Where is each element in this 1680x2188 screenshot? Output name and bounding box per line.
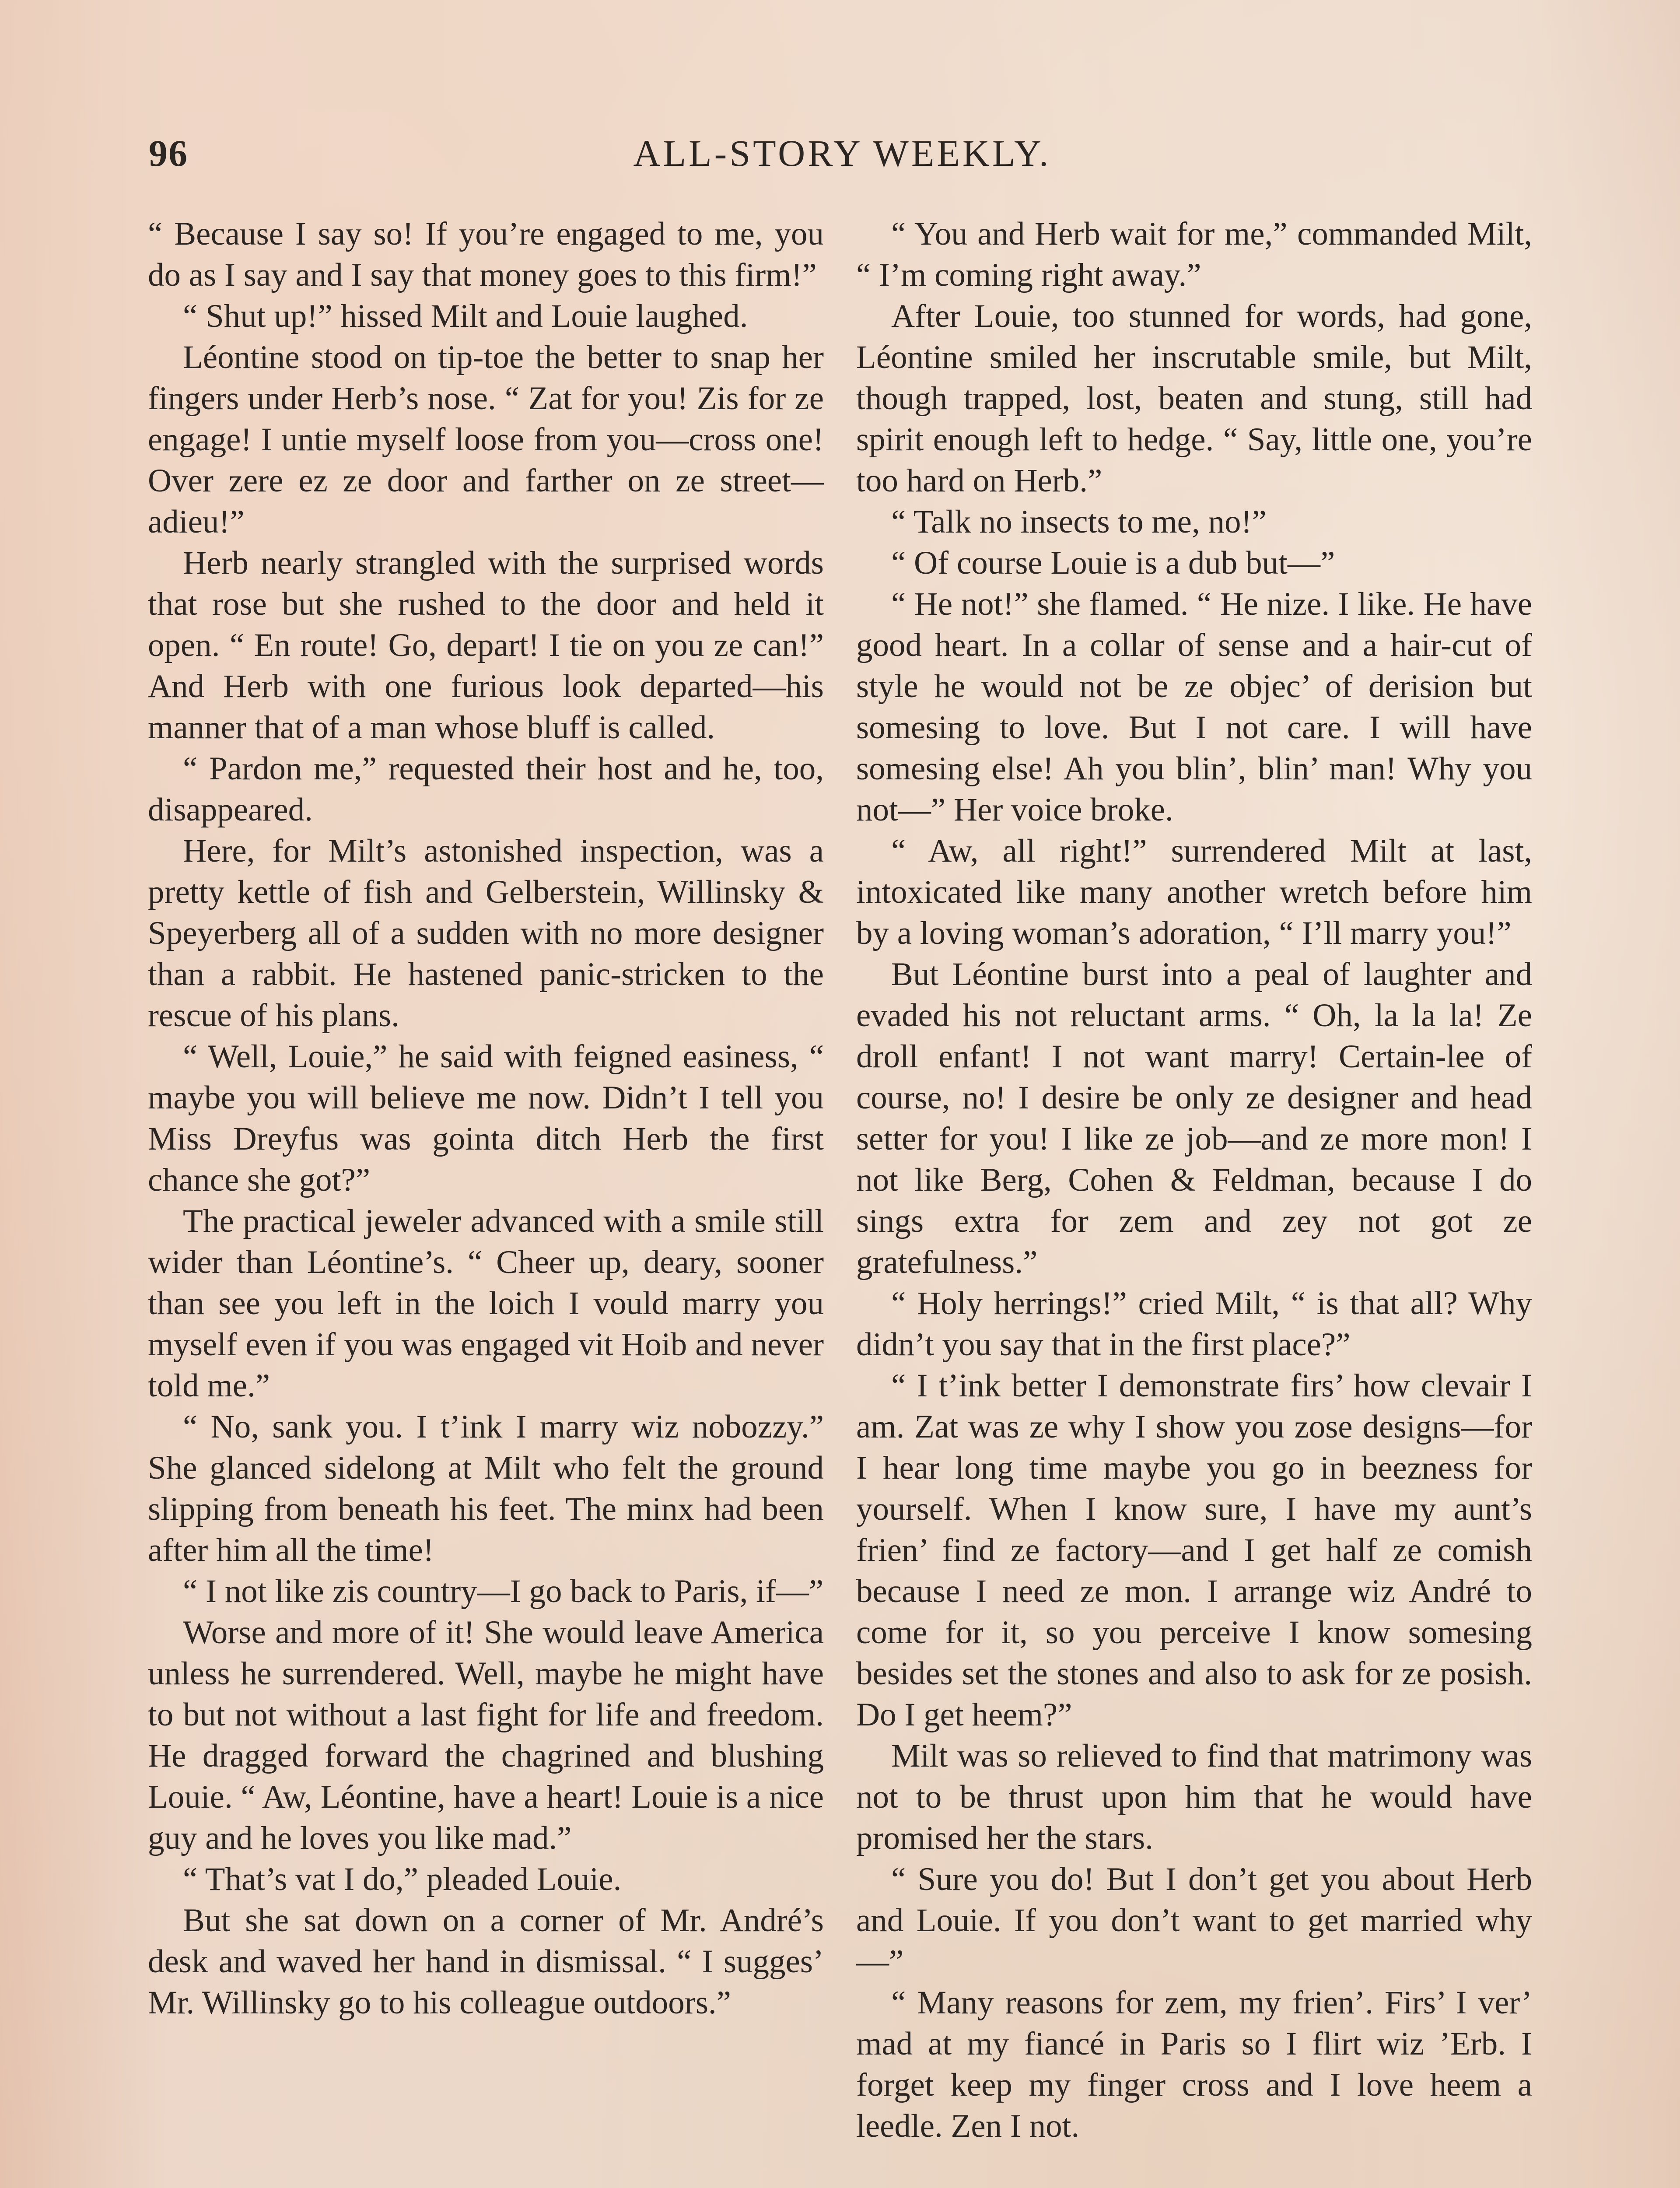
paragraph: Léontine stood on tip-toe the better to snap her fingers under Herb’s nose. “ Zat for you! Zis for ze engage! I untie myself loose from you—cross one! Over zere ez ze door and farther on ze street—adieu!” — [148, 339, 824, 540]
left-column — [148, 214, 824, 2023]
paragraph: Here, for Milt’s astonished inspection, was a pretty kettle of fish and Gelberstein, Willinsky & Speyerberg all of a sudden with no more designer than a rabbit. He hastened panic-stricken to the rescue of his plans. — [148, 833, 824, 1034]
paragraph: “ He not!” she flamed. “ He nize. I like. He have good heart. In a collar of sense and a hair-cut of style he would not be ze objec’ of derision but somesing to love. But I not care. I will have somesing else! Ah you blin’, blin’ man! Why you not—” Her voice broke. — [856, 586, 1532, 828]
paragraph: “ Because I say so! If you’re engaged to me, you do as I say and I say that money goes to this firm!” — [148, 216, 824, 293]
paragraph: But she sat down on a corner of Mr. André’s desk and waved her hand in dismissal. “ I sugges’ Mr. Willinsky go to his colleague outdoors.” — [148, 1902, 824, 2021]
paragraph: Worse and more of it! She would leave America unless he surrendered. Well, maybe he might have to but not without a last fight for life and freedom. He dragged forward the chagrined and blushing Louie. “ Aw, Léontine, have a heart! Louie is a nice guy and he loves you like mad.” — [148, 1614, 824, 1856]
paragraph: But Léontine burst into a peal of laughter and evaded his not reluctant arms. “ Oh, la la la! Ze droll enfant! I not want marry! Certain-lee of course, no! I desire be only ze designer and head setter for you! I like ze job—and ze more mon! I not like Berg, Cohen & Feldman, because I do sings extra for zem and zey not got ze gratefulness.” — [856, 956, 1532, 1280]
paragraph: “ Many reasons for zem, my frien’. Firs’ I ver’ mad at my fiancé in Paris so I flirt wiz ’Erb. I forget keep my finger cross and I love heem a leedle. Zen I not. — [856, 1985, 1532, 2144]
paragraph: “ Of course Louie is a dub but—” — [891, 545, 1335, 581]
paragraph: “ Shut up!” hissed Milt and Louie laughed. — [183, 298, 748, 334]
paragraph: “ I t’ink better I demonstrate firs’ how clevair I am. Zat was ze why I show you zose designs—for I hear long time maybe you go in beezness for yourself. When I know sure, I have my aunt’s frien’ find ze factory—and I get half ze comish because I need ze mon. I arrange wiz André to come for it, so you perceive I know somesing besides set the stones and also to ask for ze posish. Do I get heem?” — [856, 1368, 1532, 1733]
paragraph: “ Well, Louie,” he said with feigned easiness, “ maybe you will believe me now. Didn’t I tell you Miss Dreyfus was gointa ditch Herb the first chance she got?” — [148, 1038, 824, 1198]
paragraph: “ You and Herb wait for me,” commanded Milt, “ I’m coming right away.” — [856, 216, 1532, 293]
paragraph: Milt was so relieved to find that matrimony was not to be thrust upon him that he would have promised her the stars. — [856, 1738, 1532, 1856]
right-column — [856, 214, 1532, 2147]
paragraph: “ That’s vat I do,” pleaded Louie. — [183, 1861, 622, 1897]
paragraph: After Louie, too stunned for words, had gone, Léontine smiled her inscrutable smile, but Milt, though trapped, lost, beaten and stung, still had spirit enough left to hedge. “ Say, little one, you’re too hard on Herb.” — [856, 298, 1532, 499]
paragraph: The practical jeweler advanced with a smile still wider than Léontine’s. “ Cheer up, deary, sooner than see you left in the loich I vould marry you myself even if you was engaged vit Hoib and never told me.” — [148, 1203, 824, 1404]
paragraph: “ Talk no insects to me, no!” — [891, 504, 1267, 540]
paragraph: “ No, sank you. I t’ink I marry wiz nobozzy.” She glanced sidelong at Milt who felt the ground slipping from beneath his feet. The minx had been after him all the time! — [148, 1409, 824, 1568]
paragraph: Herb nearly strangled with the surprised words that rose but she rushed to the door and held it open. “ En route! Go, depart! I tie on you ze can!” And Herb with one furious look departed—his manner that of a man whose bluff is called. — [148, 545, 824, 746]
paragraph: “ Aw, all right!” surrendered Milt at last, intoxicated like many another wretch before him by a loving woman’s adoration, “ I’ll marry you!” — [856, 833, 1532, 951]
paragraph: “ Sure you do! But I don’t get you about Herb and Louie. If you don’t want to get married why—” — [856, 1861, 1532, 1980]
page-header — [144, 131, 1540, 179]
page-number: 96 — [149, 132, 188, 174]
paragraph: “ Pardon me,” requested their host and he, too, disappeared. — [148, 750, 824, 828]
paragraph: “ I not like zis country—I go back to Paris, if—” — [183, 1573, 824, 1609]
paragraph: “ Holy herrings!” cried Milt, “ is that all? Why didn’t you say that in the first place?” — [856, 1285, 1532, 1363]
magazine-title: ALL-STORY WEEKLY. — [633, 132, 1051, 174]
